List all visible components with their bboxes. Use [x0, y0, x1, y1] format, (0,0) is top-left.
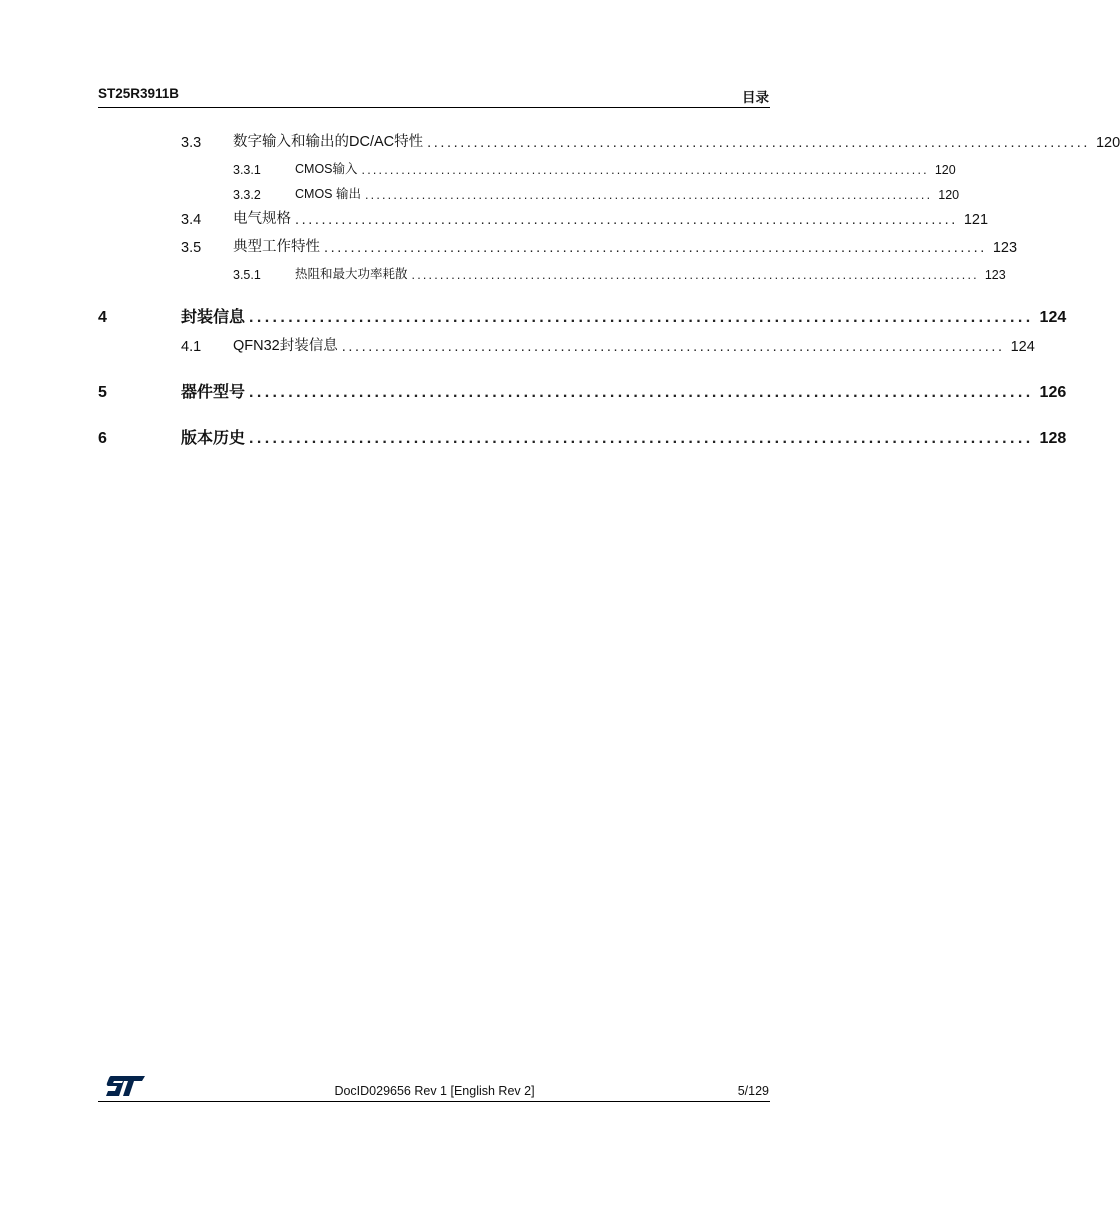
toc-leader: ....................................................................................................	[341, 339, 1005, 355]
footer-divider	[98, 1101, 770, 1102]
toc-title: 典型工作特性	[233, 239, 320, 255]
toc-title: CMOS 输出	[295, 187, 361, 201]
toc-number: 3.3.2	[233, 188, 261, 202]
toc-number: 3.4	[181, 212, 202, 228]
toc-title: 数字输入和输出的DC/AC特性	[233, 134, 424, 150]
toc-page: 124	[1039, 309, 1067, 326]
toc-number: 3.3.1	[233, 163, 261, 177]
toc-number: 3.5	[181, 240, 202, 256]
toc-page: 124	[1010, 339, 1035, 355]
toc-leader: ....................................................................................................	[249, 309, 1034, 326]
toc-page: 121	[963, 212, 989, 228]
toc-title: 热阻和最大功率耗散	[295, 267, 408, 281]
toc-page: 120	[934, 163, 956, 177]
toc-page: 123	[984, 268, 1006, 282]
toc-entry-3-5-1[interactable]	[0, 262, 1006, 282]
document-id: DocID029656 Rev 1 [English Rev 2]	[334, 1084, 535, 1098]
toc-entry-4-1[interactable]	[0, 335, 1035, 355]
toc-number: 4.1	[181, 339, 202, 355]
toc-number: 5	[98, 384, 107, 401]
header-divider	[98, 107, 770, 108]
toc-title: 电气规格	[233, 211, 291, 227]
toc-entry-4[interactable]	[0, 307, 1067, 327]
toc-entry-3-3-1[interactable]	[0, 157, 956, 177]
toc-leader: ....................................................................................................	[427, 135, 1090, 151]
toc-page: 120	[1095, 135, 1120, 151]
toc-entry-3-4[interactable]	[0, 208, 989, 228]
toc-number: 4	[98, 309, 107, 326]
toc-title: 版本历史	[181, 430, 246, 447]
toc-leader: ....................................................................................................	[411, 268, 979, 282]
toc-number: 3.3	[181, 135, 202, 151]
toc-leader: ....................................................................................................	[295, 212, 958, 228]
toc-page: 126	[1039, 384, 1067, 401]
toc-number: 6	[98, 430, 107, 447]
toc-entry-5[interactable]	[0, 382, 1067, 402]
toc-page: 123	[992, 240, 1018, 256]
toc-entry-3-3[interactable]	[0, 131, 1120, 151]
toc-leader: ....................................................................................................	[361, 163, 929, 177]
toc-page: 128	[1039, 430, 1067, 447]
section-title: 目录	[742, 90, 769, 105]
toc-leader: ....................................................................................................	[324, 240, 987, 256]
toc-entry-3-3-2[interactable]	[0, 182, 960, 202]
toc-number: 3.5.1	[233, 268, 261, 282]
toc-leader: ....................................................................................................	[249, 384, 1034, 401]
document-name: ST25R3911B	[98, 86, 180, 101]
toc-leader: ....................................................................................................	[249, 430, 1034, 447]
toc-entry-3-5[interactable]	[0, 236, 1018, 256]
page-number: 5/129	[737, 1084, 769, 1098]
toc-title: CMOS输入	[295, 162, 358, 176]
toc-title: 器件型号	[181, 384, 246, 401]
toc-title: 封装信息	[181, 309, 246, 326]
toc-entry-6[interactable]	[0, 428, 1067, 448]
toc-leader: ....................................................................................................	[364, 188, 933, 202]
toc-title: QFN32封装信息	[233, 338, 338, 354]
toc-page: 120	[938, 188, 960, 202]
